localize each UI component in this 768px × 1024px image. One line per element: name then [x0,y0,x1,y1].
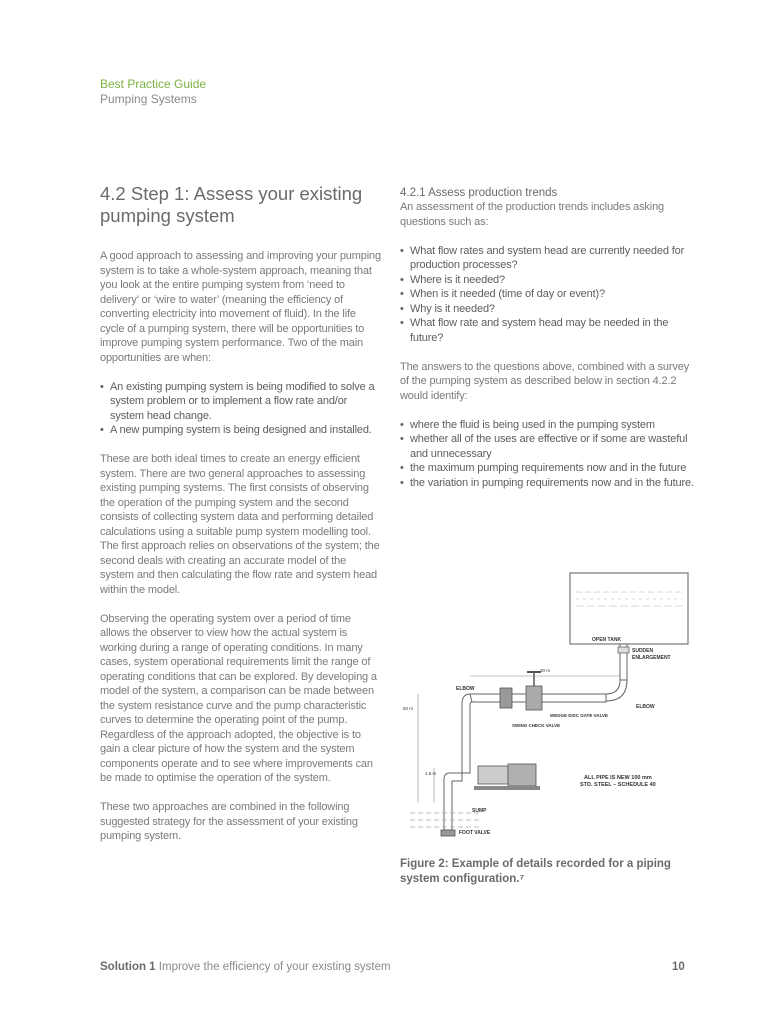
intro-paragraph: A good approach to assessing and improving your pumping system is to take a whole-system approach, meaning that you look at the entire pumping system from ‘need to delivery’ or ‘wire to water’ (meaning the efficiency of converting electricity into movement of fluid). In the life cycle of a pumping system, there will be opportunities to improve pumping system performance. Two of the main opportunities are when: [100,250,381,364]
subsection-heading: 4.2.1 Assess production trends [400,187,558,199]
list-item: • where the fluid is being used in the pumping system [400,418,700,433]
sudden-label: SUDDEN [632,648,654,654]
suction-pipe [444,773,462,830]
small-height-label: 1.8 m [425,771,437,776]
left-column [100,183,382,858]
pump [478,766,508,784]
tank-water-lines [576,592,682,606]
list-item: • the maximum pumping requirements now and in the future [400,461,700,476]
guide-title: Best Practice Guide [100,77,207,91]
elbow-right [606,680,627,701]
open-tank [570,573,688,644]
observing-paragraph: Observing the operating system over a period of time allows the observer to view how the actual system is working during a range of operating conditions. In many cases, system operational requirements limit the range of operating conditions that can be explored. By developing a model of the system, a comparison can be made between the system resistance curve and the pump characteristic curves to determine the operating point of the pump. Regardless of the approach adopted, the objective is to gain a clear picture of how the system and the system components operate and to see where improvements can be made to optimise the operation of the system. [100,612,377,784]
list-item: • whether all of the uses are effective or if some are wasteful and unnecessary [400,432,700,461]
list-item: • A new pumping system is being designed and installed. [100,423,382,438]
piping-system-diagram [400,568,700,853]
sudden-enlargement [618,647,629,653]
check-valve [526,686,542,710]
height-label: 50 m [403,706,414,711]
footer-section [100,961,391,973]
list-item: • What flow rate and system head may be needed in the future? [400,316,700,345]
combined-paragraph: These two approaches are combined in the following suggested strategy for the assessment of your existing pumping system. [100,801,358,842]
motor [508,764,536,786]
swing-valve-label: SWING CHECK VALVE [512,723,561,728]
footer-solution-label: Solution 1 [100,961,156,973]
elbow-left [462,694,472,773]
list-item: • When is it needed (time of day or event)? [400,287,700,302]
figure-caption: Figure 2: Example of details recorded for a piping system configuration.⁷ [400,858,671,885]
open-tank-label: OPEN TANK [592,637,622,643]
wedge-valve-label: WEDGE DISC GATE VALVE [550,713,609,718]
pump-base [474,786,540,790]
approaches-paragraph: These are both ideal times to create an energy efficient system. There are two general approaches to assessing existing pumping systems. The first consists of observing the operation of the pumping system and the second consists of collecting system data and performing detailed calculations using a suitable pump system modelling tool. The first approach relies on observations of the system; the second deals with creating an accurate model of the system and then calculating the flow rate and system head within the model. [100,453,380,596]
elbow-right-label: ELBOW [636,704,655,710]
questions-list [400,244,700,346]
sump-label: SUMP [472,808,487,814]
answers-paragraph: The answers to the questions above, combined with a survey of the pumping system as described below in section 4.2.2 would identify: [400,360,690,402]
list-item: • What flow rates and system head are currently needed for production processes? [400,244,700,273]
length-label: 30 m [540,668,551,673]
list-item: • Why is it needed? [400,302,700,317]
identify-list [400,418,700,491]
opportunities-list [100,380,382,438]
production-intro: An assessment of the production trends includes asking questions such as: [400,201,664,228]
list-item: • An existing pumping system is being modified to solve a system problem or to implement a flow rate and/or system head change. [100,380,382,424]
foot-valve-label: FOOT VALVE [459,830,491,836]
pipe-note-2: STD. STEEL – SCHEDULE 40 [580,782,656,788]
pipe-note-1: ALL PIPE IS NEW 100 mm [584,775,652,781]
list-item: • the variation in pumping requirements now and in the future. [400,476,700,491]
right-column [400,186,700,505]
footer-solution-text: Improve the efficiency of your existing system [155,961,391,973]
section-heading: 4.2 Step 1: Assess your existing pumping system [100,183,363,226]
enlargement-label: ENLARGEMENT [632,655,671,661]
foot-valve [441,830,455,836]
guide-subtitle: Pumping Systems [100,92,197,106]
gate-valve [500,688,512,708]
elbow-left-label: ELBOW [456,686,475,692]
list-item: • Where is it needed? [400,273,700,288]
page-number: 10 [672,961,685,973]
